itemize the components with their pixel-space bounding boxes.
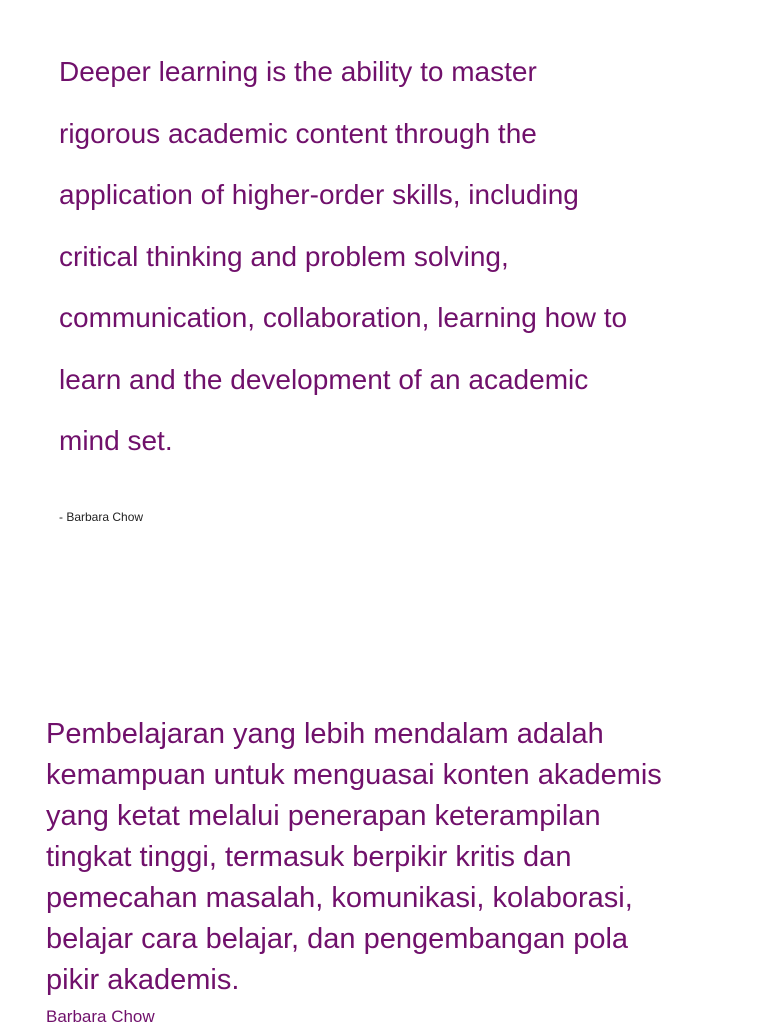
english-quote-line: application of higher-order skills, including — [59, 179, 579, 210]
indonesian-quote-line: tingkat tinggi, termasuk berpikir kritis dan — [46, 841, 572, 873]
english-quote-line: communication, collaboration, learning how to — [59, 302, 628, 333]
indonesian-quote-line: belajar cara belajar, dan pengembangan pola — [46, 923, 629, 955]
indonesian-quote-attribution: Barbara Chow — [46, 1007, 155, 1024]
english-quote — [59, 41, 749, 472]
english-quote-line: mind set. — [59, 425, 173, 456]
indonesian-quote-line: Pembelajaran yang lebih mendalam adalah — [46, 718, 604, 750]
english-quote-line: critical thinking and problem solving, — [59, 240, 509, 272]
indonesian-quote-line: kemampuan untuk menguasai konten akademis — [46, 759, 662, 791]
indonesian-quote — [46, 714, 746, 1001]
indonesian-quote-line: yang ketat melalui penerapan keterampilan — [46, 800, 601, 832]
english-quote-line: Deeper learning is the ability to master — [59, 56, 537, 87]
indonesian-quote-line: pemecahan masalah, komunikasi, kolaborasi, — [46, 882, 633, 914]
english-quote-line: learn and the development of an academic — [59, 363, 589, 395]
indonesian-quote-line: pikir akademis. — [46, 964, 240, 996]
english-quote-attribution: - Barbara Chow — [59, 510, 144, 524]
english-quote-line: rigorous academic content through the — [59, 117, 537, 149]
